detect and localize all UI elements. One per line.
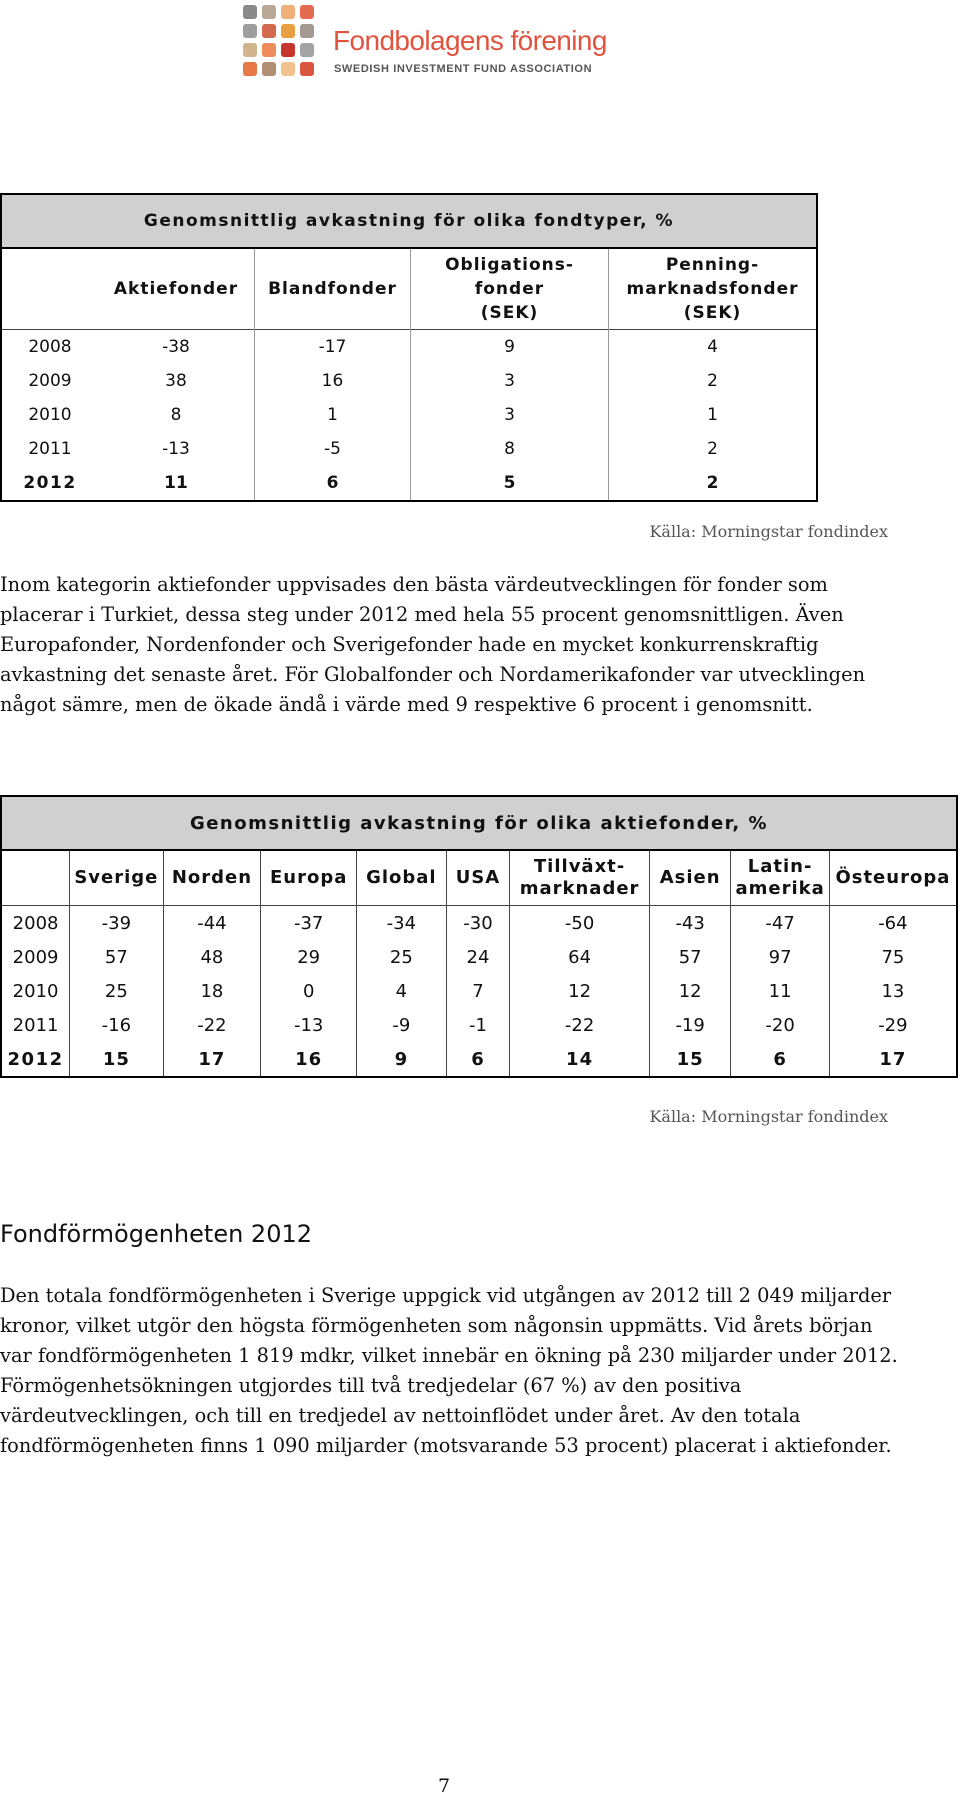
value-cell: 2: [706, 473, 719, 493]
value-cell: 2: [707, 439, 718, 459]
year-cell: 2008: [28, 337, 72, 357]
value-cell: -19: [649, 1008, 731, 1042]
fund-types-return-table: [0, 193, 818, 502]
logo-tile: [262, 24, 276, 38]
year-column-header: [1, 248, 98, 330]
year-cell: 2012: [7, 1048, 64, 1070]
column-header: Europa: [261, 850, 357, 906]
column-header: USA: [446, 850, 510, 906]
logo-tile: [243, 5, 257, 19]
year-cell: 2011: [28, 439, 72, 459]
column-header: Sverige: [70, 850, 163, 906]
value-cell: 1: [707, 405, 718, 425]
equity-funds-return-table: [0, 795, 958, 1078]
value-cell: 1: [255, 398, 411, 432]
logo-tile: [243, 24, 257, 38]
value-cell: 3: [411, 398, 609, 432]
value-cell: 5: [411, 466, 609, 501]
table-row: [1, 906, 957, 941]
value-cell: 0: [261, 974, 357, 1008]
section-heading: Fondförmögenheten 2012: [0, 1220, 312, 1248]
logo-name: Fondbolagens förening: [333, 25, 607, 56]
value-cell: 6: [255, 466, 411, 501]
logo-tile: [281, 43, 295, 57]
column-header: Blandfonder: [255, 248, 411, 330]
table-row: [1, 330, 817, 365]
logo-tile: [281, 24, 295, 38]
value-cell: 4: [707, 337, 718, 357]
logo-tile: [262, 5, 276, 19]
value-cell: 17: [829, 1042, 957, 1077]
value-cell: -38: [98, 330, 255, 365]
year-cell: 2008: [12, 912, 59, 934]
value-cell: 97: [731, 940, 829, 974]
year-column-header: [1, 850, 70, 906]
table-row: [1, 432, 817, 466]
value-cell: -37: [261, 906, 357, 941]
value-cell: 3: [411, 364, 609, 398]
logo-tile: [281, 5, 295, 19]
value-cell: -1: [446, 1008, 510, 1042]
value-cell: 16: [255, 364, 411, 398]
logo-tile: [300, 62, 314, 76]
value-cell: 9: [411, 330, 609, 365]
value-cell: -16: [70, 1008, 163, 1042]
value-cell: -30: [446, 906, 510, 941]
logo-subtitle: SWEDISH INVESTMENT FUND ASSOCIATION: [334, 63, 593, 75]
value-cell: 11: [98, 466, 255, 501]
value-cell: 16: [261, 1042, 357, 1077]
page-number: 7: [437, 1775, 451, 1797]
year-cell: 2009: [28, 371, 72, 391]
value-cell: 17: [163, 1042, 261, 1077]
value-cell: -9: [357, 1008, 447, 1042]
logo-tile: [300, 43, 314, 57]
value-cell: 38: [98, 364, 255, 398]
year-cell: 2009: [12, 946, 59, 968]
value-cell: -39: [70, 906, 163, 941]
logo: [243, 5, 607, 79]
value-cell: -47: [731, 906, 829, 941]
year-cell: 2010: [12, 980, 59, 1002]
value-cell: 8: [98, 398, 255, 432]
table-row: [1, 364, 817, 398]
table-body: [1, 906, 957, 1078]
value-cell: 25: [70, 974, 163, 1008]
column-header: Aktiefonder: [98, 248, 255, 330]
body-paragraph-1: Inom kategorin aktiefonder uppvisades den bästa värdeutvecklingen för fonder som placerar i Turkiet, dessa steg under 2012 med hela 55 procent genomsnittligen. Även Europafonder, Nordenfonder och Sverigefonder hade en mycket konkurrenskraftig avkastning det senaste året. För Globalfonder och Nordamerikafonder var utvecklingen något sämre, men de ökade ändå i värde med 9 respektive 6 procent i genomsnitt.: [0, 573, 866, 716]
value-cell: 18: [163, 974, 261, 1008]
value-cell: -22: [163, 1008, 261, 1042]
year-cell: 2010: [28, 405, 72, 425]
value-cell: -34: [357, 906, 447, 941]
table2-source: Källa: Morningstar fondindex: [649, 1107, 888, 1126]
year-cell: 2011: [12, 1014, 59, 1036]
table-row: [1, 466, 817, 501]
logo-tile: [262, 43, 276, 57]
logo-tile: [262, 62, 276, 76]
value-cell: -43: [649, 906, 731, 941]
value-cell: 12: [510, 974, 650, 1008]
value-cell: -20: [731, 1008, 829, 1042]
value-cell: -50: [510, 906, 650, 941]
value-cell: 2: [707, 371, 718, 391]
value-cell: 7: [446, 974, 510, 1008]
value-cell: -5: [255, 432, 411, 466]
table-row: [1, 940, 957, 974]
column-header: Global: [357, 850, 447, 906]
value-cell: 57: [70, 940, 163, 974]
table-row: [1, 1008, 957, 1042]
value-cell: 6: [731, 1042, 829, 1077]
table-row: [1, 398, 817, 432]
value-cell: -64: [829, 906, 957, 941]
column-header: Asien: [649, 850, 731, 906]
value-cell: -17: [255, 330, 411, 365]
value-cell: 15: [70, 1042, 163, 1077]
logo-tile: [281, 62, 295, 76]
value-cell: 75: [829, 940, 957, 974]
column-header: Tillväxt- marknader: [510, 850, 650, 906]
value-cell: 8: [411, 432, 609, 466]
column-header: Latin- amerika: [731, 850, 829, 906]
table-row: [1, 974, 957, 1008]
value-cell: 14: [510, 1042, 650, 1077]
value-cell: 9: [357, 1042, 447, 1077]
value-cell: -13: [261, 1008, 357, 1042]
value-cell: 13: [829, 974, 957, 1008]
table-title: Genomsnittlig avkastning för olika fondtyper, %: [1, 194, 817, 248]
value-cell: 4: [357, 974, 447, 1008]
column-header: Obligations- fonder (SEK): [411, 248, 609, 330]
value-cell: 15: [649, 1042, 731, 1077]
logo-tile: [300, 5, 314, 19]
table-body: [1, 330, 817, 502]
value-cell: -29: [829, 1008, 957, 1042]
value-cell: 57: [649, 940, 731, 974]
table-row: [1, 1042, 957, 1077]
value-cell: 29: [261, 940, 357, 974]
year-cell: 2012: [23, 473, 77, 493]
value-cell: 12: [649, 974, 731, 1008]
table1-source: Källa: Morningstar fondindex: [649, 522, 888, 541]
value-cell: -22: [510, 1008, 650, 1042]
value-cell: 11: [731, 974, 829, 1008]
logo-tile: [243, 43, 257, 57]
value-cell: 64: [510, 940, 650, 974]
value-cell: -44: [163, 906, 261, 941]
column-header: Norden: [163, 850, 261, 906]
value-cell: 6: [446, 1042, 510, 1077]
logo-tile-grid: [243, 5, 321, 79]
body-paragraph-2: Den totala fondförmögenheten i Sverige uppgick vid utgången av 2012 till 2 049 miljarder kronor, vilket utgör den högsta förmögenheten som någonsin uppmätts. Vid årets början var fondförmögenheten 1 819 mdkr, vilket innebär en ökning på 230 miljarder under 2012. Förmögenhetsökningen utgjordes till två tredjedelar (67 %) av den positiva värdeutvecklingen, och till en tredjedel av nettoinflödet under året. Av den totala fondförmögenheten finns 1 090 miljarder (motsvarande 53 procent) placerat i aktiefonder.: [0, 1284, 898, 1457]
value-cell: 24: [446, 940, 510, 974]
value-cell: 48: [163, 940, 261, 974]
column-header: Penning- marknadsfonder (SEK): [626, 255, 799, 323]
logo-tile: [243, 62, 257, 76]
value-cell: 25: [357, 940, 447, 974]
table-title: Genomsnittlig avkastning för olika aktiefonder, %: [1, 796, 957, 850]
logo-tile: [300, 24, 314, 38]
value-cell: -13: [98, 432, 255, 466]
column-header: Östeuropa: [829, 850, 957, 906]
